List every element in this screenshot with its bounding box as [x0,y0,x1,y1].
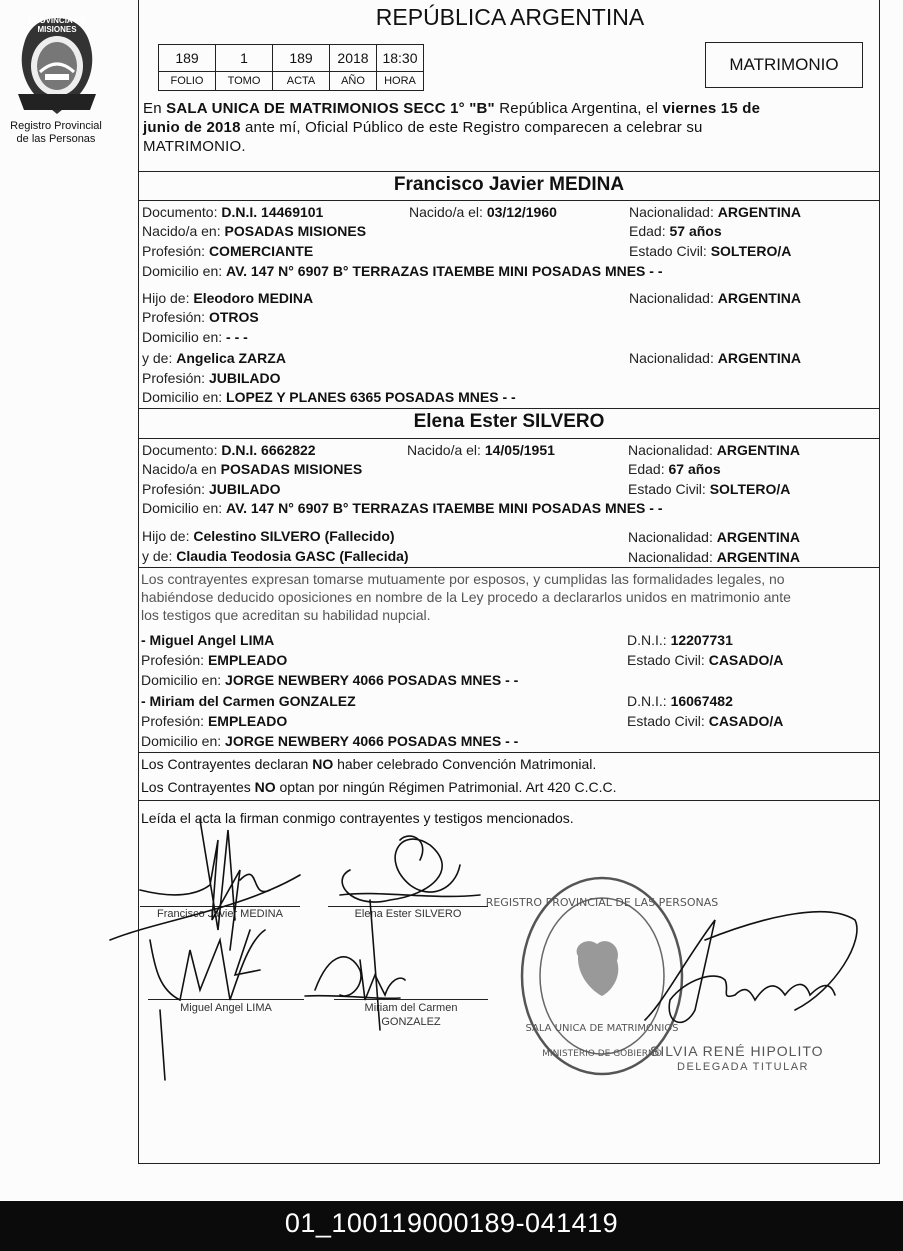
contrayente1-madre-profesion: JUBILADO [208,370,281,386]
contrayente1-profesion: COMERCIANTE [208,243,314,259]
acta-label: ACTA [273,72,330,91]
contrayente1-domicilio: AV. 147 N° 6907 B° TERRAZAS ITAEMBE MINI POSADAS MNES - - [226,263,663,279]
official-signature-icon [625,900,865,1050]
testigo1-name: - Miguel Angel LIMA [141,632,275,648]
contrayente1-nacido-el: 03/12/1960 [486,204,557,220]
org-name-line1: Registro Provincial [10,120,102,132]
anio-value: 2018 [330,45,377,72]
declaracion-paragraph: Los contrayentes expresan tomarse mutuamente por esposos, y cumplidas las formalidades legales, no habiéndose deducido oposiciones en nombre de la Ley procedo a declararlos unidos en matrimonio ante los testigos que acreditan su habilidad nupcial. [141,571,791,623]
handwritten-signatures-icon [100,800,520,1090]
tomo-value: 1 [216,45,273,72]
folio-value: 189 [159,45,216,72]
contrayente1-madre: Angelica ZARZA [176,350,286,366]
contrayente1-padre: Eleodoro MEDINA [193,290,314,306]
contrayente1-nacido-en: POSADAS MISIONES [224,223,367,239]
contrayente1-padre-domicilio: - - - [226,329,248,345]
regimen-line: Los Contrayentes NO optan por ningún Régimen Patrimonial. Art 420 C.C.C. [141,779,617,795]
firma-contrayente1-label: Francisco Javier MEDINA [157,908,283,920]
testigo2-name: - Miriam del Carmen GONZALEZ [141,693,356,709]
divider [138,567,880,568]
testigo2-domicilio: JORGE NEWBERY 4066 POSADAS MNES - - [225,733,519,749]
contrayente2-nacionalidad: ARGENTINA [716,442,800,458]
contrayente2-domicilio: AV. 147 N° 6907 B° TERRAZAS ITAEMBE MINI POSADAS MNES - - [226,500,663,516]
contrayente1-padre-profesion: OTROS [208,309,259,325]
oficial-name: SILVIA RENÉ HIPOLITO [650,1043,824,1059]
act-type-box: MATRIMONIO [705,42,863,88]
testigo1-estado-civil: CASADO/A [708,652,784,668]
testigo1-dni: 12207731 [670,632,733,648]
contrayente2-documento: D.N.I. 6662822 [221,442,316,458]
anio-label: AÑO [330,72,377,91]
page-title: REPÚBLICA ARGENTINA [375,4,645,30]
firma-contrayente2-label: Elena Ester SILVERO [354,908,462,920]
document-code-bar [0,1201,903,1251]
seal-outer-text: REGISTRO PROVINCIAL DE LAS PERSONAS [485,896,719,909]
testigo2-dni: 16067482 [670,693,733,709]
divider [138,200,880,201]
contrayente2-madre: Claudia Teodosia GASC (Fallecida) [176,548,409,564]
contrayente2-name: Elena Ester SILVERO [413,411,605,432]
acta-value: 189 [273,45,330,72]
firma-testigo2-label-line2: GONZALEZ [381,1016,441,1028]
hora-label: HORA [377,72,424,91]
contrayente2-padre: Celestino SILVERO (Fallecido) [193,528,395,544]
closing-statement: Leída el acta la firman conmigo contrayentes y testigos mencionados. [141,810,574,826]
contrayente2-madre-nacionalidad: ARGENTINA [716,549,800,565]
testigo1-domicilio: JORGE NEWBERY 4066 POSADAS MNES - - [225,672,519,688]
contrayente1-edad: 57 años [669,223,722,239]
contrayente1-name: Francisco Javier MEDINA [393,174,625,195]
contrayente1-nacionalidad: ARGENTINA [717,204,801,220]
folio-label: FOLIO [159,72,216,91]
oficial-role: DELEGADA TITULAR [677,1061,809,1073]
hora-value: 18:30 [377,45,424,72]
divider [138,408,880,409]
intro-paragraph: En SALA UNICA DE MATRIMONIOS SECC 1° "B" República Argentina, el viernes 15 de junio de 2018 ante mí, Oficial Público de este Registro comparecen a celebrar su MATRIMONIO. [143,100,761,155]
firma-testigo2-label-line1: Miriam del Carmen [364,1002,458,1014]
testigo2-estado-civil: CASADO/A [708,713,784,729]
contrayente1-padre-nacionalidad: ARGENTINA [717,290,801,306]
document-page: PROVINCIA DE MISIONES Registro Provincial de las Personas REPÚBLICA ARGENTINA 189 1 189 2018 18:30 FOLIO TOMO ACTA AÑO HORA MATRIMONIO En SALA UNICA DE MATRIMONIOS SECC 1° "B" República Argentina, el viernes 15 de junio de 2018 ante mí, Oficial Público de este Registro comparecen a celebrar su MATRIMONIO. Francisco Javier MEDINA Documento: D.N.I. 14469101 Nacido/a el: 03/12/1960 Nacionalidad: ARGENTINA Nacido/a en: POSADAS MISIONES Edad: 57 años Profesión: COMERCIANTE Estado Civil: SOLTERO/A Domicilio en: AV. 147 N° 6907 B° TERRAZAS ITAEMBE MINI POSADAS MNES - - Hijo de: Eleodoro MEDINA Nacionalidad: ARGENTINA Profesión: OTROS Domicilio en: - - - y de: Angelica ZARZA Nacionalidad: ARGENTINA Profesión: JUBILADO Domicilio en: LOPEZ Y PLANES 6365 POSADAS MNES - - Elena Ester SILVERO Documento: D.N.I. 6662822 Nacido/a el: 14/05/1951 Nacionalidad: ARGENTINA Nacido/a en POSADAS MISIONES Edad: 67 años Profesión: JUBILADO Estado Civil: SOLTERO/A Domicilio en: AV. 147 N° 6907 B° TERRAZAS ITAEMBE MINI POSADAS MNES - - Hijo de: Celestino SILVERO (Fallecido) Nacionalidad: ARGENTINA y de: Claudia Teodosia GASC (Fallecida) Nacionalidad: ARGENTINA Los contrayentes expresan tomarse mutuamente por esposos, y cumplidas las formalidades legales, no habiéndose deducido oposiciones en nombre de la Ley procedo a declararlos unidos en matrimonio ante los testigos que acreditan su habilidad nupcial. - Miguel Angel LIMA D.N.I.: 12207731 Profesión: EMPLEADO Estado Civil: CASADO/A Domicilio en: JORGE NEWBERY 4066 POSADAS MNES - - - Miriam del Carmen GONZALEZ D.N.I.: 16067482 Profesión: EMPLEADO Estado Civil: CASADO/A Domicilio en: JORGE NEWBERY 4066 POSADAS MNES - - Los Contrayentes declaran NO haber celebrado Convención Matrimonial. Los Contrayentes NO optan por ningún Régimen Patrimonial. Art 420 C.C.C. Leída el acta la firman conmigo contrayentes y testigos mencionados. Francisco Javier MEDINA Elena Ester SILVERO Miguel Angel LIMA Miriam del Carmen GONZALEZ REGISTRO PROVINCIAL DE LAS PERSONAS SALA UNICA DE MATRIMONIOS MINISTERIO DE GOBIERNO SILVIA RENÉ HIPOLITO DELEGADA TITULAR [0,0,903,1200]
divider [138,752,880,753]
seal-inner-text: SALA UNICA DE MATRIMONIOS [525,1023,679,1034]
contrayente1-madre-nacionalidad: ARGENTINA [717,350,801,366]
divider [138,171,880,172]
contrayente2-edad: 67 años [668,461,721,477]
contrayente2-estado-civil: SOLTERO/A [709,481,791,497]
contrayente2-nacido-en: POSADAS MISIONES [220,461,363,477]
org-name-line2: de las Personas [16,133,96,145]
testigo1-profesion: EMPLEADO [207,652,288,668]
logo-text: PROVINCIA DE MISIONES [28,16,86,34]
firma-testigo1-label: Miguel Angel LIMA [180,1002,272,1014]
divider [138,438,880,439]
seal-bottom-text: MINISTERIO DE GOBIERNO [542,1049,662,1059]
document-code: 01_100119000189-041419 [284,1208,619,1238]
testigo2-profesion: EMPLEADO [207,713,288,729]
contrayente1-documento: D.N.I. 14469101 [221,204,324,220]
contrayente2-profesion: JUBILADO [208,481,281,497]
tomo-label: TOMO [216,72,273,91]
convencion-line: Los Contrayentes declaran NO haber celebrado Convención Matrimonial. [141,756,597,772]
contrayente2-padre-nacionalidad: ARGENTINA [716,529,800,545]
contrayente2-nacido-el: 14/05/1951 [484,442,555,458]
registry-table [158,44,424,91]
contrayente1-madre-domicilio: LOPEZ Y PLANES 6365 POSADAS MNES - - [226,389,516,405]
contrayente1-estado-civil: SOLTERO/A [710,243,792,259]
